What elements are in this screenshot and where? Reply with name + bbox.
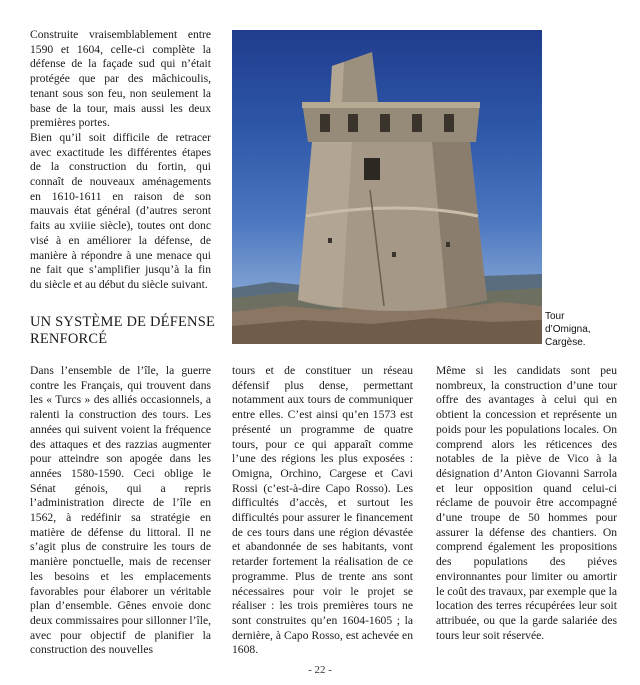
section-heading	[30, 314, 220, 348]
tower-illustration	[232, 30, 542, 344]
column-3	[436, 364, 617, 643]
intro-paragraph-1: Construite vraisemblablement entre 1590 et 1604, celle-ci complète la défense de la façade sud qui n’était protégée que par des mâchicoulis, tenant sous son feu, non seulement la base de la tour, mais aussi les deux premières portes.	[30, 28, 211, 130]
column-3-text: Même si les candidats sont peu nombreux, la construction d’une tour offre des avantages à celui qui en obtient la concession et représente un poids pour les populations locales. On comprend alors les réticences des notables de la piève de Vico à la désignation d’Anton Giovanni Sarrola et leur opposition quand celui-ci réclame de pouvoir être accompagné d’une troupe de 50 hommes pour assurer la défense des chantiers. On comprend également les propositions des populations des piéves environnantes pour limiter ou amortir le coût des travaux, par exemple que la location des terres récupérées leur soit attribuée, ou que la garde salariée des tours leur soit réservée.	[436, 364, 617, 642]
photo-caption	[545, 310, 615, 349]
column-2-text: tours et de constituer un réseau défensif plus dense, permettant notamment aux tours de communiquer entre elles. C’est ainsi qu’en 1573 est présenté un programme de quatre tours, pour ce qui apparaît comme l’une des régions les plus exposées : Omigna, Orchino, Cargese et Cavi Rossi (c’est-à-dire Capo Rosso). Les difficultés d’accès, et surtout les difficultés pour assurer le financement de ces tours dans une région dévastée et abandonnée de ses habitants, vont retarder fortement la réalisation de ce programme. Plus de trente ans sont nécessaires pour voir le projet se réaliser : les trois premières tours ne sont construites qu’en 1604-1605 ; la dernière, à Capo Rosso, est achevée en 1608.	[232, 364, 413, 657]
section-heading-line-2: RENFORCÉ	[30, 331, 108, 347]
caption-line-1: Tour	[545, 311, 565, 322]
column-2	[232, 364, 413, 658]
section-heading-line-1: UN SYSTÈME DE DÉFENSE	[30, 314, 216, 330]
page-number: - 22 -	[308, 664, 332, 676]
caption-line-3: Cargèse.	[545, 337, 586, 348]
column-1	[30, 364, 211, 658]
caption-line-2: d’Omigna,	[545, 324, 591, 335]
column-1-text: Dans l’ensemble de l’île, la guerre contre les Français, qui trouvent dans les « Turcs » des alliés occasionnels, a ralenti la construction des tours. Les années qui suivent voient la fréquence des attaques et des razzias augmenter pour atteindre son apogée dans les années 1580-1590. Ceci oblige le Sénat génois, qui a repris l’administration directe de l’île en 1562, à redéfinir sa stratégie en matière de défense du littoral. Il ne s’agit plus de construire les tours de manière ponctuelle, mais de recenser les besoins et les emplacements favorables pour élaborer un véritable plan d’ensemble. Gênes envoie donc deux commissaires pour sillonner l’île, avec pour objectif de planifier la construction des nouvelles	[30, 364, 211, 657]
tower-photo	[232, 30, 542, 344]
intro-text	[30, 28, 211, 293]
intro-paragraph-2: Bien qu’il soit difficile de retracer avec exactitude les différentes étapes de la construction du fortin, qui connaît de nouveaux aménagements en 1610-1611 en raison de son mauvais état général (d’autres seront faits au xviiie siècle), toutes ont donc visé à en améliorer la défense, de manière à répondre à une menace qui ne fait que s’amplifier jusqu’à la fin du siècle et au début du siècle suivant.	[30, 130, 211, 291]
